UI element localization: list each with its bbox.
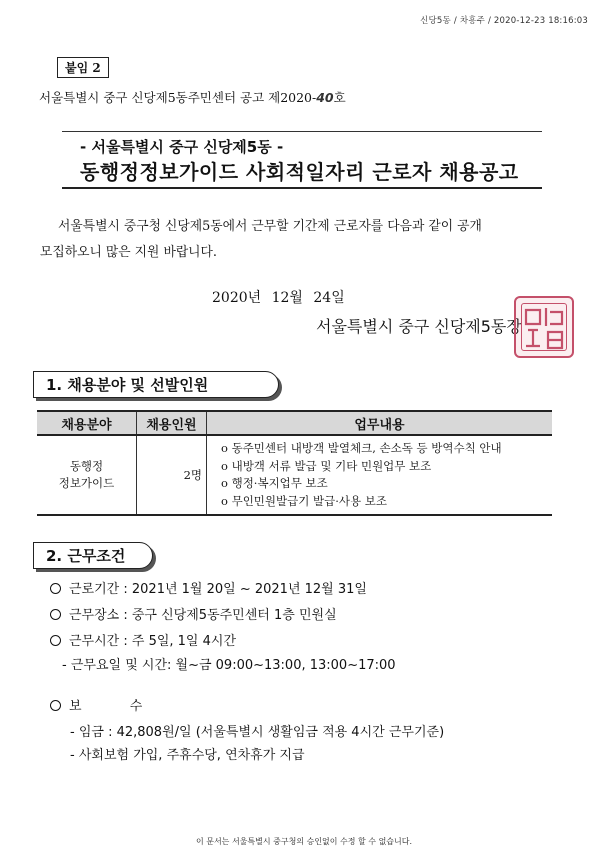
attachment-label: 붙임 2 — [57, 57, 109, 78]
intro-line-2: 모집하오니 많은 지원 바랍니다. — [40, 245, 217, 260]
condition-wage-text: 임금 : 42,808원/일 (서울특별시 생활임금 적용 4시간 근무기준) — [78, 725, 445, 740]
field-line-2: 정보가이드 — [58, 476, 115, 490]
field-line-1: 동행정 — [69, 459, 104, 473]
condition-pay — [50, 695, 164, 714]
title-divider-top — [62, 131, 542, 132]
intro-paragraph — [40, 214, 565, 266]
issuer-name: 서울특별시 중구 신당제5동장 — [316, 317, 522, 336]
duty-item: o 내방객 서류 발급 및 기타 민원업무 보조 — [221, 458, 546, 476]
table-header-duties: 업무내용 — [207, 411, 553, 435]
duties-cell — [207, 435, 553, 515]
notice-date: 2020년 12월 24일 — [212, 290, 345, 306]
duty-item: o 무인민원발급기 발급·사용 보조 — [221, 493, 546, 511]
condition-period-text: 근로기간 : 2021년 1월 20일 ~ 2021년 12월 31일 — [69, 582, 367, 597]
condition-location-text: 근무장소 : 중구 신당제5동주민센터 1층 민원실 — [69, 608, 337, 623]
condition-wage — [70, 721, 444, 740]
notice-number-prefix: 서울특별시 중구 신당제5동주민센터 공고 제2020- — [39, 90, 317, 105]
condition-period — [50, 578, 367, 597]
footer-notice: 이 문서는 서울특별시 중구청의 승인없이 수정 할 수 없습니다. — [195, 837, 413, 846]
condition-location — [50, 604, 337, 623]
intro-line-1: 서울특별시 중구청 신당제5동에서 근무할 기간제 근로자를 다음과 같이 공개 — [58, 219, 482, 234]
duty-item: o 행정·복지업무 보조 — [221, 475, 546, 493]
count-cell: 2명 — [137, 435, 207, 515]
condition-hours-text: 근무시간 : 주 5일, 1일 4시간 — [69, 634, 237, 649]
condition-insurance — [70, 744, 305, 763]
title-divider-bottom — [62, 187, 542, 189]
circle-bullet-icon — [50, 609, 61, 620]
pay-label: 보 수 — [69, 699, 165, 714]
notice-number-handwritten: 40 — [316, 90, 334, 105]
notice-number — [39, 88, 346, 106]
condition-days-hours — [62, 654, 396, 673]
field-cell — [37, 435, 137, 515]
document-meta-header: 신당5동 / 차흥주 / 2020-12-23 18:16:03 — [420, 16, 588, 26]
section-1-heading-text: 1. 채용분야 및 선발인원 — [46, 376, 209, 394]
recruitment-table — [37, 410, 552, 516]
official-seal-icon — [514, 296, 574, 358]
circle-bullet-icon — [50, 583, 61, 594]
circle-bullet-icon — [50, 635, 61, 646]
section-2-heading — [33, 542, 153, 569]
table-header-count: 채용인원 — [137, 411, 207, 435]
section-1-heading — [33, 371, 279, 398]
notice-subtitle: - 서울특별시 중구 신당제5동 - — [80, 138, 284, 156]
duty-item: o 동주민센터 내방객 발열체크, 손소독 등 방역수칙 안내 — [221, 440, 546, 458]
condition-hours — [50, 630, 236, 649]
section-2-heading-text: 2. 근무조건 — [46, 547, 126, 565]
condition-days-hours-text: 근무요일 및 시간: 월~금 09:00~13:00, 13:00~17:00 — [70, 658, 396, 673]
table-row — [37, 435, 552, 515]
table-header-row — [37, 411, 552, 435]
condition-insurance-text: 사회보험 가입, 주휴수당, 연차휴가 지급 — [78, 748, 305, 763]
table-header-field: 채용분야 — [37, 411, 137, 435]
notice-title: 동행정정보가이드 사회적일자리 근로자 채용공고 — [80, 160, 519, 184]
circle-bullet-icon — [50, 700, 61, 711]
notice-number-suffix: 호 — [333, 90, 346, 105]
